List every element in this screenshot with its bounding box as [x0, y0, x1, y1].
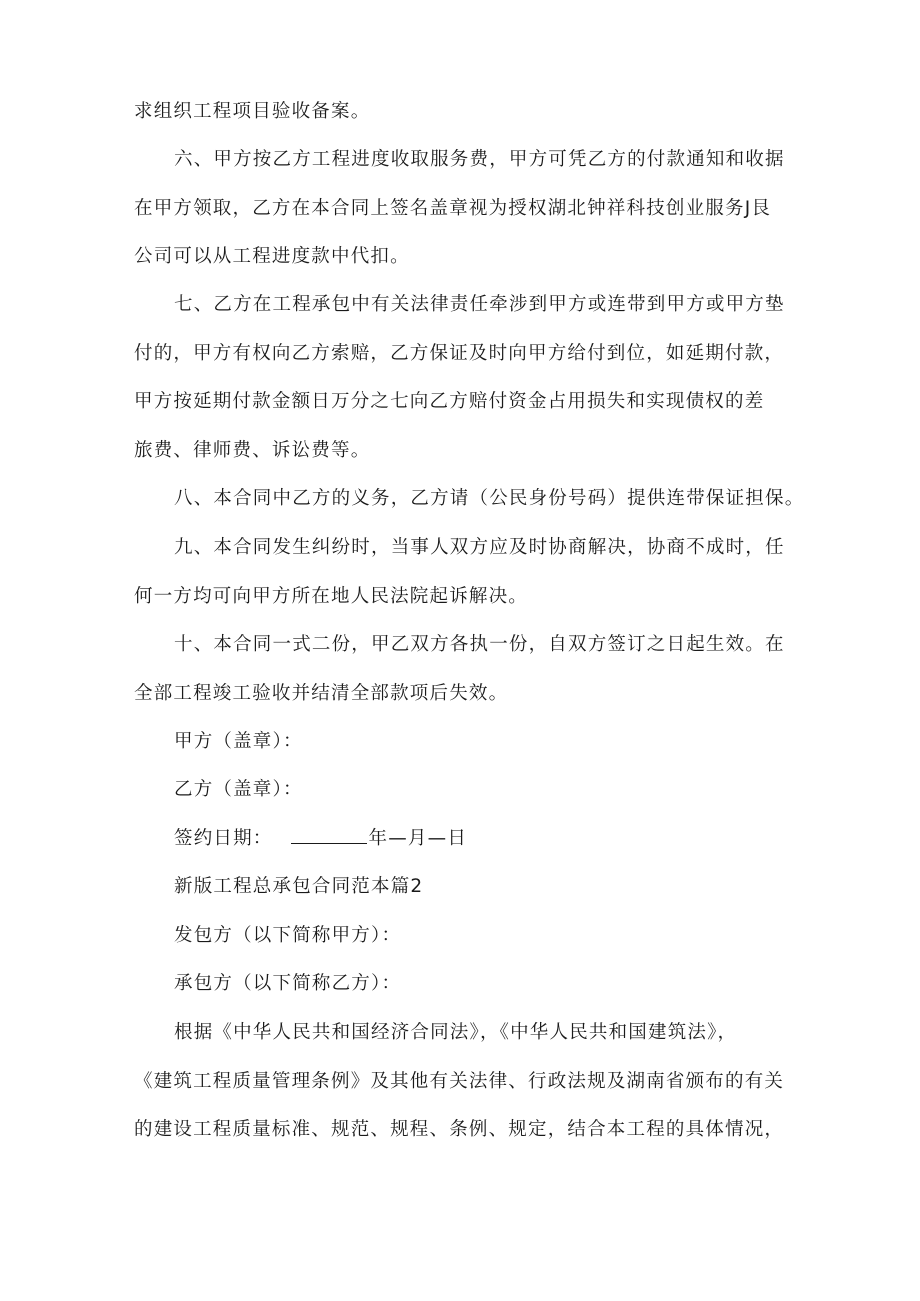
employer-label: 发包方（以下简称甲方）： [174, 925, 402, 946]
clause-8 [134, 475, 805, 524]
date-blank-line [291, 827, 367, 844]
clause-9 [134, 524, 794, 621]
text-line: 甲方按延期付款金额日万分之七向乙方赔付资金占用损失和实现债权的差 [134, 391, 765, 412]
party-b-signature: 乙方（盖章）： [174, 779, 303, 800]
text-line: 六、甲方按乙方工程进度收取服务费，甲方可凭乙方的付款通知和收据 [174, 149, 785, 170]
party-a-signature: 甲方（盖章）： [174, 731, 303, 752]
text-line: 八、本合同中乙方的义务，乙方请（公民身份号码）提供连带保证担保。 [174, 488, 805, 509]
text-line: 十、本合同一式二份，甲乙双方各执一份，自双方签订之日起生效。在 [174, 634, 785, 655]
text-line: 《建筑工程质量管理条例》及其他有关法律、行政法规及湖南省颁布的有关 [134, 1070, 785, 1092]
text-line: 根据《中华人民共和国经济合同法》，《中华人民共和国建筑法》， [174, 1022, 738, 1043]
text-line: 公司可以从工程进度款中代扣。 [134, 246, 410, 267]
text-line: 在甲方领取，乙方在本合同上签名盖章视为授权湖北钟祥科技创业服务J艮 [134, 197, 772, 219]
clause-7 [134, 281, 794, 475]
text-line: 全部工程竣工验收并结清全部款项后失效。 [134, 682, 509, 704]
signing-date-label: 签约日期： [174, 828, 273, 849]
paragraph-continuation [134, 88, 794, 137]
text-line: 七、乙方在工程承包中有关法律责任牵涉到甲方或连带到甲方或甲方垫 [174, 294, 785, 315]
section-title: 新版工程总承包合同范本篇2 [174, 876, 424, 897]
text-line: 求组织工程项目验收备案。 [134, 101, 371, 122]
text-line: 旅费、律师费、诉讼费等。 [134, 439, 371, 461]
basis-paragraph [134, 1009, 794, 1155]
text-line: 付的，甲方有权向乙方索赔，乙方保证及时向甲方给付到位，如延期付款， [134, 342, 785, 364]
signing-date [174, 815, 467, 864]
text-line: 的建设工程质量标准、规范、规程、条例、规定，结合本工程的具体情况， [134, 1119, 785, 1140]
signing-date-suffix: 年—月—日 [368, 828, 468, 849]
clause-6 [134, 136, 794, 282]
text-line: 九、本合同发生纠纷时，当事人双方应及时协商解决，协商不成时，任 [174, 537, 785, 558]
contractor-label: 承包方（以下简称乙方）： [174, 973, 402, 994]
text-line: 何一方均可向甲方所在地人民法院起诉解决。 [134, 585, 529, 607]
clause-10 [134, 621, 794, 718]
